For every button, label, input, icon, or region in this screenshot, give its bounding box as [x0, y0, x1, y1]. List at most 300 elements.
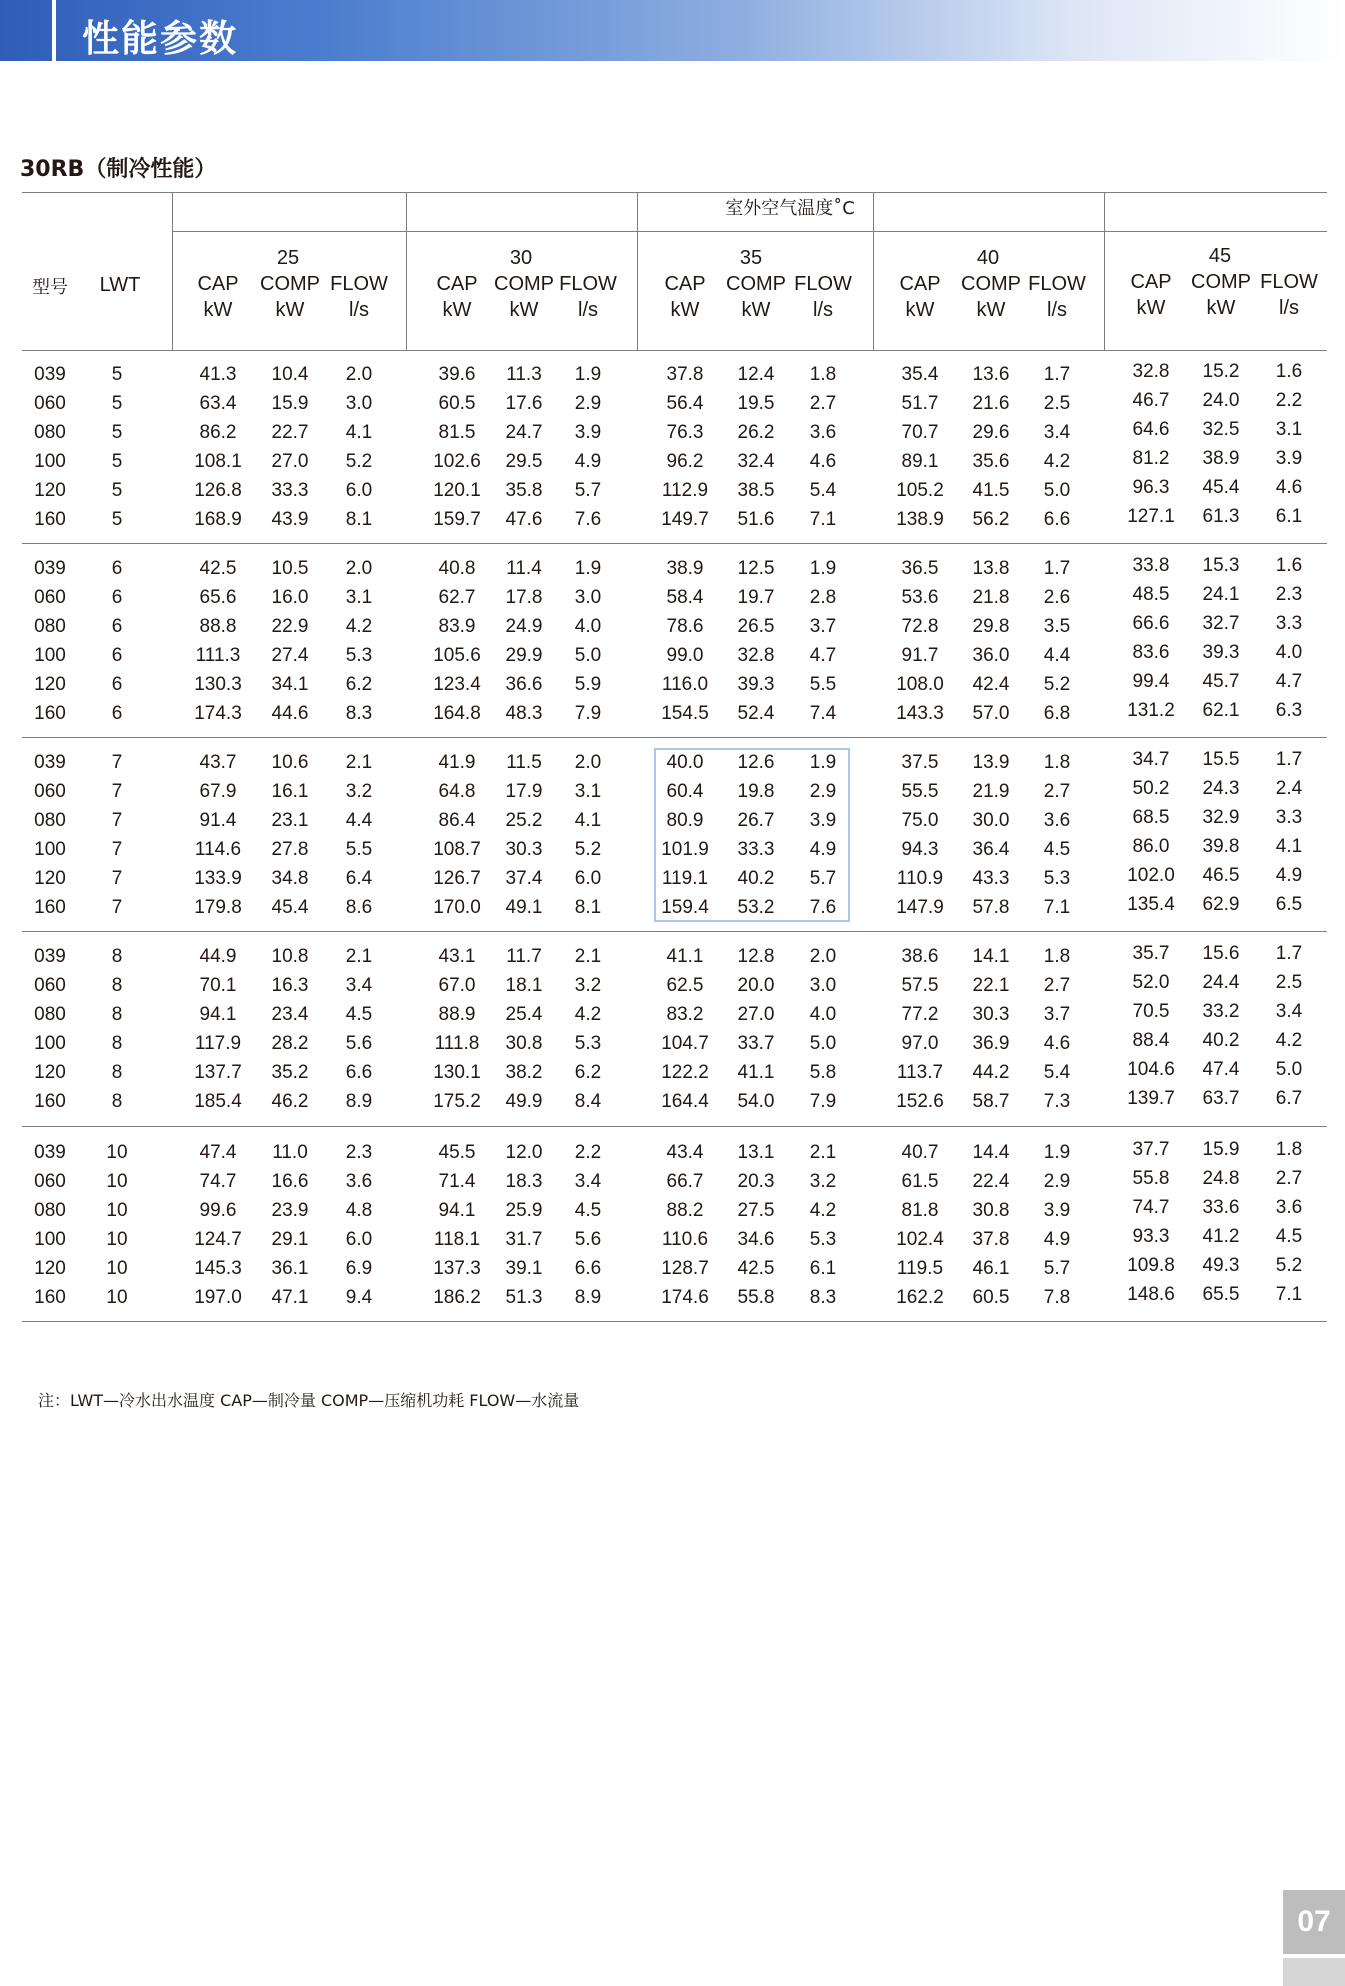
cap-value: 60.5	[438, 393, 476, 414]
cap-value: 45.5	[438, 1142, 476, 1163]
comp-value: 16.0	[271, 587, 309, 608]
comp-value: 41.5	[972, 480, 1010, 501]
cap-value: 159.7	[433, 509, 481, 530]
comp-value: 65.5	[1202, 1284, 1240, 1305]
comp-value: 24.4	[1202, 972, 1240, 993]
cap-value: 63.4	[199, 393, 237, 414]
cap-value: 143.3	[896, 703, 944, 724]
row-divider	[22, 1321, 1327, 1322]
cap-value: 138.9	[896, 509, 944, 530]
comp-value: 58.7	[972, 1091, 1010, 1112]
flow-value: 8.1	[574, 897, 602, 918]
unit-label: l/s	[813, 299, 833, 321]
unit-label: kW	[442, 299, 472, 321]
flow-label: FLOW	[330, 273, 388, 295]
comp-value: 14.4	[972, 1142, 1010, 1163]
cap-value: 179.8	[194, 897, 242, 918]
cap-value: 81.2	[1132, 448, 1170, 469]
flow-value: 1.7	[1043, 558, 1071, 579]
flow-value: 2.4	[1275, 778, 1303, 799]
comp-value: 12.5	[737, 558, 775, 579]
comp-value: 57.0	[972, 703, 1010, 724]
cap-label: CAP	[436, 273, 478, 295]
cap-value: 145.3	[194, 1258, 242, 1279]
comp-value: 22.1	[972, 975, 1010, 996]
comp-value: 23.1	[271, 810, 309, 831]
comp-value: 38.9	[1202, 448, 1240, 469]
flow-value: 3.3	[1275, 807, 1303, 828]
cap-value: 168.9	[194, 509, 242, 530]
cap-value: 67.9	[199, 781, 237, 802]
comp-value: 47.1	[271, 1287, 309, 1308]
lwt-cell: 8	[111, 1033, 123, 1054]
lwt-cell: 7	[111, 868, 123, 889]
comp-value: 17.8	[505, 587, 543, 608]
cap-value: 86.0	[1132, 836, 1170, 857]
cap-value: 96.2	[666, 451, 704, 472]
flow-value: 4.1	[345, 422, 373, 443]
cap-value: 80.9	[666, 810, 704, 831]
flow-value: 4.7	[1275, 671, 1303, 692]
comp-value: 45.4	[1202, 477, 1240, 498]
flow-value: 5.6	[345, 1033, 373, 1054]
cap-value: 86.4	[438, 810, 476, 831]
flow-value: 3.9	[1275, 448, 1303, 469]
comp-value: 47.4	[1202, 1059, 1240, 1080]
flow-value: 2.0	[809, 946, 837, 967]
comp-value: 60.5	[972, 1287, 1010, 1308]
flow-value: 1.6	[1275, 555, 1303, 576]
flow-value: 4.9	[574, 451, 602, 472]
cap-value: 131.2	[1127, 700, 1175, 721]
model-cell: 100	[34, 1033, 66, 1054]
cap-value: 97.0	[901, 1033, 939, 1054]
comp-value: 15.3	[1202, 555, 1240, 576]
flow-value: 4.6	[1275, 477, 1303, 498]
unit-label: kW	[976, 299, 1006, 321]
comp-value: 55.8	[737, 1287, 775, 1308]
comp-value: 24.9	[505, 616, 543, 637]
comp-value: 35.6	[972, 451, 1010, 472]
column-divider	[172, 192, 173, 350]
flow-value: 5.3	[1043, 868, 1071, 889]
cap-value: 61.5	[901, 1171, 939, 1192]
flow-label: FLOW	[1028, 273, 1086, 295]
lwt-cell: 6	[111, 558, 123, 579]
comp-value: 12.6	[737, 752, 775, 773]
model-cell: 120	[34, 868, 66, 889]
unit-label: l/s	[1279, 297, 1299, 319]
comp-value: 10.5	[271, 558, 309, 579]
comp-value: 18.1	[505, 975, 543, 996]
comp-value: 36.6	[505, 674, 543, 695]
model-cell: 039	[34, 752, 66, 773]
cap-value: 75.0	[901, 810, 939, 831]
cap-value: 88.8	[199, 616, 237, 637]
comp-value: 47.6	[505, 509, 543, 530]
comp-value: 24.3	[1202, 778, 1240, 799]
flow-value: 4.2	[574, 1004, 602, 1025]
comp-value: 13.1	[737, 1142, 775, 1163]
flow-value: 7.9	[809, 1091, 837, 1112]
comp-value: 21.9	[972, 781, 1010, 802]
cap-value: 55.5	[901, 781, 939, 802]
comp-value: 52.4	[737, 703, 775, 724]
flow-value: 1.8	[809, 364, 837, 385]
unit-label: kW	[670, 299, 700, 321]
flow-value: 2.6	[1043, 587, 1071, 608]
cap-value: 99.0	[666, 645, 704, 666]
comp-value: 26.2	[737, 422, 775, 443]
lwt-cell: 10	[106, 1200, 128, 1221]
flow-value: 5.9	[574, 674, 602, 695]
comp-value: 39.1	[505, 1258, 543, 1279]
flow-value: 2.2	[574, 1142, 602, 1163]
cap-label: CAP	[664, 273, 706, 295]
lwt-cell: 8	[111, 975, 123, 996]
flow-value: 2.0	[574, 752, 602, 773]
model-cell: 160	[34, 1091, 66, 1112]
cap-value: 83.2	[666, 1004, 704, 1025]
cap-value: 186.2	[433, 1287, 481, 1308]
flow-label: FLOW	[794, 273, 852, 295]
comp-value: 15.9	[271, 393, 309, 414]
column-divider	[1104, 192, 1105, 350]
flow-value: 2.3	[1275, 584, 1303, 605]
comp-value: 44.2	[972, 1062, 1010, 1083]
row-divider	[22, 1126, 1327, 1127]
comp-value: 15.2	[1202, 361, 1240, 382]
flow-value: 3.9	[809, 810, 837, 831]
comp-value: 34.8	[271, 868, 309, 889]
model-cell: 100	[34, 645, 66, 666]
flow-value: 5.0	[574, 645, 602, 666]
comp-value: 18.3	[505, 1171, 543, 1192]
flow-value: 1.9	[809, 752, 837, 773]
comp-value: 41.1	[737, 1062, 775, 1083]
cap-value: 70.5	[1132, 1001, 1170, 1022]
comp-value: 27.4	[271, 645, 309, 666]
flow-value: 6.6	[574, 1258, 602, 1279]
flow-value: 5.3	[809, 1229, 837, 1250]
page-title: 性能参数	[82, 17, 238, 60]
cap-value: 119.1	[661, 868, 709, 889]
cap-value: 91.7	[901, 645, 939, 666]
comp-value: 42.4	[972, 674, 1010, 695]
flow-value: 3.4	[574, 1171, 602, 1192]
model-cell: 060	[34, 1171, 66, 1192]
comp-value: 46.1	[972, 1258, 1010, 1279]
header-banner	[0, 0, 1345, 61]
comp-label: COMP	[726, 273, 786, 295]
cap-value: 46.7	[1132, 390, 1170, 411]
comp-value: 62.9	[1202, 894, 1240, 915]
comp-value: 32.7	[1202, 613, 1240, 634]
cap-value: 41.1	[666, 946, 704, 967]
comp-value: 45.4	[271, 897, 309, 918]
flow-value: 5.3	[574, 1033, 602, 1054]
comp-value: 57.8	[972, 897, 1010, 918]
comp-value: 49.1	[505, 897, 543, 918]
cap-label: CAP	[899, 273, 941, 295]
flow-value: 1.9	[574, 364, 602, 385]
cap-value: 48.5	[1132, 584, 1170, 605]
cap-value: 83.9	[438, 616, 476, 637]
cap-value: 130.1	[433, 1062, 481, 1083]
comp-value: 16.3	[271, 975, 309, 996]
comp-value: 30.8	[505, 1033, 543, 1054]
lwt-cell: 10	[106, 1229, 128, 1250]
cap-value: 159.4	[661, 897, 709, 918]
flow-value: 5.4	[1043, 1062, 1071, 1083]
flow-value: 1.6	[1275, 361, 1303, 382]
lwt-cell: 10	[106, 1287, 128, 1308]
model-header: 型号	[32, 277, 68, 298]
flow-value: 2.8	[809, 587, 837, 608]
cap-value: 147.9	[896, 897, 944, 918]
cap-value: 185.4	[194, 1091, 242, 1112]
flow-value: 2.3	[345, 1142, 373, 1163]
cap-value: 116.0	[661, 674, 709, 695]
cap-value: 117.9	[194, 1033, 242, 1054]
comp-value: 43.3	[972, 868, 1010, 889]
flow-value: 1.8	[1043, 946, 1071, 967]
comp-value: 30.8	[972, 1200, 1010, 1221]
highlight-box	[654, 748, 850, 922]
cap-value: 149.7	[661, 509, 709, 530]
comp-value: 20.0	[737, 975, 775, 996]
cap-value: 102.0	[1127, 865, 1175, 886]
comp-value: 19.5	[737, 393, 775, 414]
lwt-cell: 8	[111, 1004, 123, 1025]
cap-value: 104.6	[1127, 1059, 1175, 1080]
flow-value: 4.2	[345, 616, 373, 637]
flow-value: 6.4	[345, 868, 373, 889]
cap-value: 42.5	[199, 558, 237, 579]
cap-value: 72.8	[901, 616, 939, 637]
cap-value: 83.6	[1132, 642, 1170, 663]
flow-value: 7.1	[809, 509, 837, 530]
comp-value: 38.5	[737, 480, 775, 501]
flow-value: 5.2	[574, 839, 602, 860]
flow-value: 2.7	[1043, 781, 1071, 802]
cap-label: CAP	[197, 273, 239, 295]
flow-value: 7.3	[1043, 1091, 1071, 1112]
flow-value: 2.5	[1043, 393, 1071, 414]
flow-value: 5.7	[809, 868, 837, 889]
lwt-cell: 8	[111, 1062, 123, 1083]
cap-value: 124.7	[194, 1229, 242, 1250]
column-divider	[406, 192, 407, 350]
cap-label: CAP	[1130, 271, 1172, 293]
comp-value: 32.8	[737, 645, 775, 666]
flow-value: 9.4	[345, 1287, 373, 1308]
lwt-cell: 6	[111, 703, 123, 724]
lwt-cell: 5	[111, 480, 123, 501]
model-cell: 100	[34, 451, 66, 472]
flow-value: 8.6	[345, 897, 373, 918]
flow-value: 3.1	[574, 781, 602, 802]
cap-value: 118.1	[433, 1229, 481, 1250]
comp-value: 36.0	[972, 645, 1010, 666]
cap-value: 77.2	[901, 1004, 939, 1025]
cap-value: 108.7	[433, 839, 481, 860]
cap-value: 35.7	[1132, 943, 1170, 964]
lwt-cell: 7	[111, 781, 123, 802]
cap-value: 65.6	[199, 587, 237, 608]
flow-value: 5.7	[574, 480, 602, 501]
comp-value: 33.2	[1202, 1001, 1240, 1022]
model-cell: 120	[34, 480, 66, 501]
cap-value: 174.3	[194, 703, 242, 724]
comp-value: 32.4	[737, 451, 775, 472]
flow-value: 6.6	[1043, 509, 1071, 530]
flow-value: 1.8	[1043, 752, 1071, 773]
comp-value: 21.6	[972, 393, 1010, 414]
model-cell: 160	[34, 897, 66, 918]
comp-value: 13.8	[972, 558, 1010, 579]
flow-value: 2.0	[345, 364, 373, 385]
lwt-cell: 6	[111, 616, 123, 637]
comp-value: 44.6	[271, 703, 309, 724]
cap-value: 38.6	[901, 946, 939, 967]
cap-value: 162.2	[896, 1287, 944, 1308]
cap-value: 135.4	[1127, 894, 1175, 915]
cap-value: 37.8	[666, 364, 704, 385]
cap-value: 58.4	[666, 587, 704, 608]
comp-value: 62.1	[1202, 700, 1240, 721]
row-divider	[22, 931, 1327, 932]
flow-value: 3.2	[345, 781, 373, 802]
flow-label: FLOW	[559, 273, 617, 295]
comp-value: 21.8	[972, 587, 1010, 608]
model-cell: 160	[34, 1287, 66, 1308]
lwt-cell: 5	[111, 393, 123, 414]
model-cell: 039	[34, 946, 66, 967]
cap-value: 50.2	[1132, 778, 1170, 799]
comp-value: 46.5	[1202, 865, 1240, 886]
comp-value: 33.3	[737, 839, 775, 860]
cap-value: 94.3	[901, 839, 939, 860]
flow-value: 5.0	[1275, 1059, 1303, 1080]
model-cell: 080	[34, 810, 66, 831]
cap-value: 108.0	[896, 674, 944, 695]
cap-value: 66.6	[1132, 613, 1170, 634]
cap-value: 57.5	[901, 975, 939, 996]
cap-value: 66.7	[666, 1171, 704, 1192]
flow-value: 6.1	[809, 1258, 837, 1279]
flow-value: 3.4	[1275, 1001, 1303, 1022]
cap-value: 99.6	[199, 1200, 237, 1221]
comp-value: 27.0	[271, 451, 309, 472]
model-cell: 100	[34, 1229, 66, 1250]
cap-value: 43.4	[666, 1142, 704, 1163]
flow-value: 4.1	[574, 810, 602, 831]
cap-value: 94.1	[438, 1200, 476, 1221]
lwt-cell: 5	[111, 364, 123, 385]
cap-value: 36.5	[901, 558, 939, 579]
model-cell: 080	[34, 422, 66, 443]
cap-value: 93.3	[1132, 1226, 1170, 1247]
cap-value: 74.7	[1132, 1197, 1170, 1218]
lwt-cell: 6	[111, 587, 123, 608]
flow-value: 7.4	[809, 703, 837, 724]
flow-value: 4.2	[1043, 451, 1071, 472]
comp-value: 12.0	[505, 1142, 543, 1163]
flow-value: 4.6	[1043, 1033, 1071, 1054]
flow-value: 4.4	[1043, 645, 1071, 666]
comp-value: 34.6	[737, 1229, 775, 1250]
cap-value: 110.9	[896, 868, 944, 889]
cap-value: 108.1	[194, 451, 242, 472]
comp-value: 33.3	[271, 480, 309, 501]
comp-value: 28.2	[271, 1033, 309, 1054]
comp-value: 20.3	[737, 1171, 775, 1192]
comp-value: 61.3	[1202, 506, 1240, 527]
cap-value: 137.3	[433, 1258, 481, 1279]
lwt-cell: 8	[111, 946, 123, 967]
lwt-cell: 5	[111, 451, 123, 472]
row-divider	[22, 350, 1327, 351]
flow-value: 3.6	[1043, 810, 1071, 831]
unit-label: kW	[203, 299, 233, 321]
cap-value: 113.7	[896, 1062, 944, 1083]
comp-value: 24.7	[505, 422, 543, 443]
lwt-cell: 7	[111, 839, 123, 860]
cap-value: 74.7	[199, 1171, 237, 1192]
comp-value: 36.4	[972, 839, 1010, 860]
model-cell: 060	[34, 587, 66, 608]
comp-value: 12.4	[737, 364, 775, 385]
lwt-cell: 6	[111, 674, 123, 695]
cap-value: 41.9	[438, 752, 476, 773]
cap-value: 111.8	[434, 1033, 480, 1054]
flow-value: 6.7	[1275, 1088, 1303, 1109]
comp-value: 30.0	[972, 810, 1010, 831]
flow-value: 3.0	[345, 393, 373, 414]
cap-value: 37.7	[1132, 1139, 1170, 1160]
cap-value: 53.6	[901, 587, 939, 608]
page-corner-strip	[1283, 1958, 1345, 1986]
model-cell: 080	[34, 1200, 66, 1221]
unit-label: l/s	[349, 299, 369, 321]
cap-value: 102.6	[433, 451, 481, 472]
comp-value: 11.4	[506, 558, 542, 579]
comp-value: 30.3	[972, 1004, 1010, 1025]
cap-value: 43.1	[438, 946, 476, 967]
flow-value: 8.9	[345, 1091, 373, 1112]
comp-value: 46.2	[271, 1091, 309, 1112]
flow-value: 3.6	[1275, 1197, 1303, 1218]
cap-value: 120.1	[433, 480, 481, 501]
comp-value: 11.7	[506, 946, 542, 967]
cap-value: 175.2	[433, 1091, 481, 1112]
comp-value: 25.9	[505, 1200, 543, 1221]
comp-value: 45.7	[1202, 671, 1240, 692]
cap-value: 62.7	[438, 587, 476, 608]
flow-value: 8.3	[809, 1287, 837, 1308]
flow-value: 2.1	[809, 1142, 837, 1163]
model-cell: 060	[34, 781, 66, 802]
cap-value: 32.8	[1132, 361, 1170, 382]
comp-value: 19.7	[737, 587, 775, 608]
flow-value: 7.1	[1275, 1284, 1303, 1305]
cap-value: 174.6	[661, 1287, 709, 1308]
flow-value: 4.9	[1043, 1229, 1071, 1250]
comp-value: 54.0	[737, 1091, 775, 1112]
flow-value: 3.0	[574, 587, 602, 608]
comp-value: 15.9	[1202, 1139, 1240, 1160]
